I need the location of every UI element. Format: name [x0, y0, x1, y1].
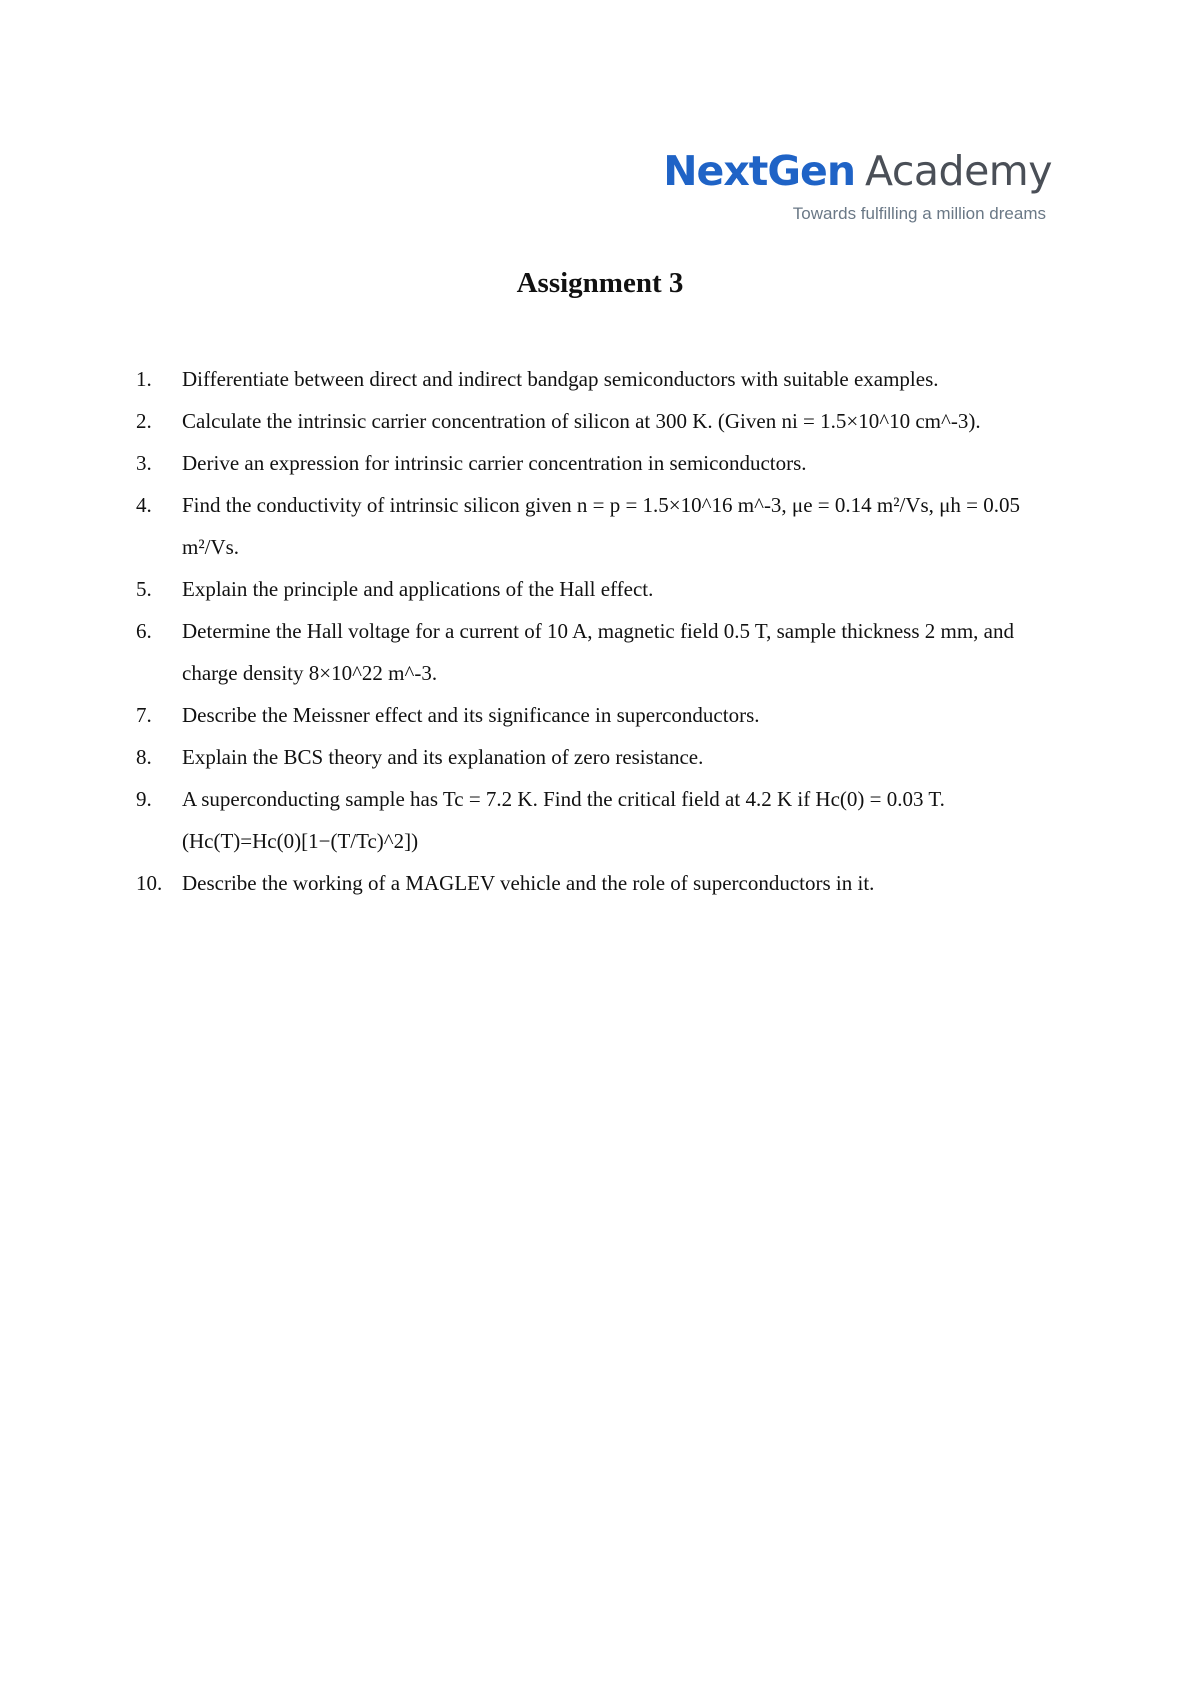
question-item-2 — [136, 400, 1066, 442]
question-number: 10. — [136, 871, 163, 895]
question-text: Derive an expression for intrinsic carrier concentration in semiconductors. — [182, 451, 807, 475]
question-item-9 — [136, 778, 1066, 862]
question-text: Find the conductivity of intrinsic silicon given n = p = 1.5×10^16 m^-3, μe = 0.14 m²/Vs, μh = 0.05 m²/Vs. — [182, 493, 1021, 559]
page-title: Assignment 3 — [516, 267, 684, 299]
logo-word-text: Academy — [865, 147, 1052, 195]
question-number: 7. — [136, 703, 152, 727]
logo-title — [663, 146, 1052, 196]
logo-tagline: Towards fulfilling a million dreams — [792, 204, 1046, 223]
question-text: Differentiate between direct and indirect bandgap semiconductors with suitable examples. — [182, 367, 939, 391]
question-text: Explain the BCS theory and its explanation of zero resistance. — [182, 745, 704, 769]
question-number: 3. — [136, 451, 152, 475]
question-number: 8. — [136, 745, 152, 769]
question-item-8 — [136, 736, 1066, 778]
question-item-3 — [136, 442, 1066, 484]
question-text: A superconducting sample has Tc = 7.2 K. Find the critical field at 4.2 K if Hc(0) = 0.03 T. (Hc(T)=Hc(0)[1−(T/Tc)^2]) — [182, 787, 945, 853]
question-text: Describe the Meissner effect and its significance in superconductors. — [182, 703, 760, 727]
question-text: Calculate the intrinsic carrier concentration of silicon at 300 K. (Given ni = 1.5×10^10 cm^-3). — [182, 409, 981, 433]
question-number: 2. — [136, 409, 152, 433]
question-number: 6. — [136, 619, 152, 643]
logo-brand-text: NextGen — [663, 147, 856, 195]
question-text: Determine the Hall voltage for a current of 10 A, magnetic field 0.5 T, sample thickness 2 mm, and charge density 8×10^22 m^-3. — [182, 619, 1014, 685]
question-text: Describe the working of a MAGLEV vehicle and the role of superconductors in it. — [182, 871, 875, 895]
question-number: 4. — [136, 493, 152, 517]
question-item-6 — [136, 610, 1066, 694]
question-list — [136, 358, 1066, 904]
question-number: 5. — [136, 577, 152, 601]
question-item-4 — [136, 484, 1066, 568]
question-number: 1. — [136, 367, 152, 391]
question-item-1 — [136, 358, 1066, 400]
question-item-10 — [136, 862, 1066, 904]
question-item-5 — [136, 568, 1066, 610]
question-number: 9. — [136, 787, 152, 811]
question-item-7 — [136, 694, 1066, 736]
question-text: Explain the principle and applications of the Hall effect. — [182, 577, 654, 601]
academy-logo — [663, 146, 1052, 224]
